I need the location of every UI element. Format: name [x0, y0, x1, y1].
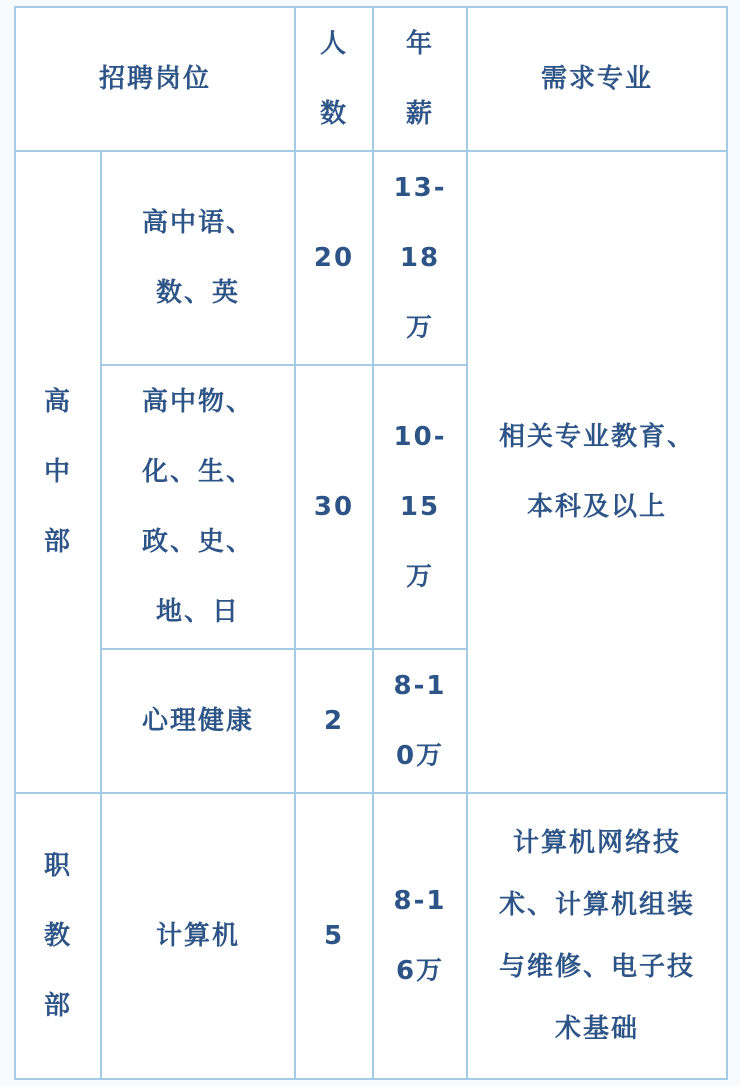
section-name-vocational: 职教部	[15, 793, 101, 1079]
header-position: 招聘岗位	[15, 7, 295, 151]
header-salary: 年薪	[373, 7, 467, 151]
section-name-high-school: 高中部	[15, 151, 101, 793]
salary-cell: 8-16万	[373, 793, 467, 1079]
salary-cell: 8-10万	[373, 649, 467, 793]
position-cell: 高中物、化、生、政、史、地、日	[101, 365, 295, 649]
salary-cell: 10-15万	[373, 365, 467, 649]
position-cell: 心理健康	[101, 649, 295, 793]
count-cell: 2	[295, 649, 373, 793]
salary-cell: 13-18万	[373, 151, 467, 365]
header-row	[15, 7, 727, 151]
header-count: 人数	[295, 7, 373, 151]
major-cell-vocational: 计算机网络技术、计算机组装与维修、电子技术基础	[467, 793, 727, 1079]
table-row	[15, 793, 727, 1079]
header-major: 需求专业	[467, 7, 727, 151]
count-cell: 5	[295, 793, 373, 1079]
count-cell: 30	[295, 365, 373, 649]
table-row	[15, 151, 727, 365]
position-cell: 高中语、数、英	[101, 151, 295, 365]
recruitment-table	[14, 6, 728, 1080]
major-cell-high-school: 相关专业教育、本科及以上	[467, 151, 727, 793]
position-cell: 计算机	[101, 793, 295, 1079]
count-cell: 20	[295, 151, 373, 365]
